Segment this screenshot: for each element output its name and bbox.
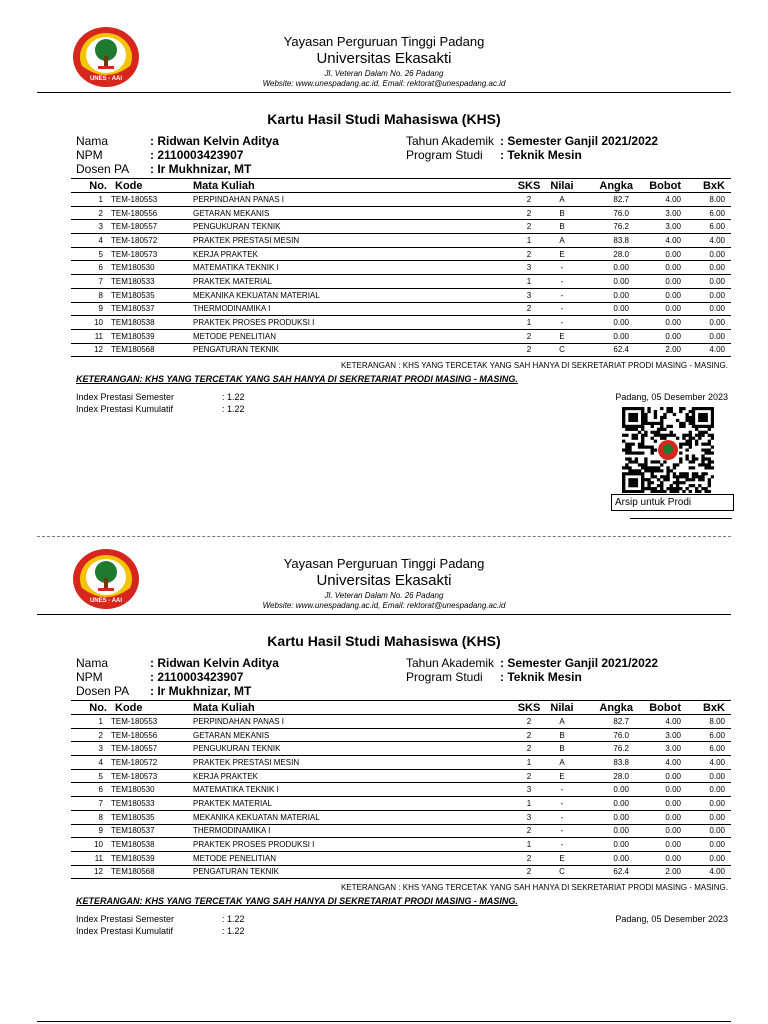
qr-code	[622, 407, 714, 493]
row-no: 12	[71, 865, 109, 879]
row-grade: E	[547, 247, 577, 261]
advisor-value: : Ir Mukhnizar, MT	[150, 684, 252, 698]
row-grade: -	[547, 810, 577, 824]
row-code: TEM180537	[109, 824, 191, 838]
row-code: TEM180535	[109, 288, 191, 302]
row-weight: 0.00	[635, 247, 687, 261]
table-row	[71, 797, 731, 811]
col-grade: Nilai	[547, 701, 577, 715]
row-no: 8	[71, 810, 109, 824]
note-bold: KETERANGAN: KHS YANG TERCETAK YANG SAH HANYA DI SEKRETARIAT PRODI MASING - MASING.	[76, 374, 518, 384]
row-no: 8	[71, 288, 109, 302]
table-row	[71, 316, 731, 330]
advisor-label: Dosen PA	[76, 162, 130, 176]
row-no: 11	[71, 851, 109, 865]
grades-table	[71, 700, 731, 879]
row-score: 83.8	[577, 756, 635, 770]
row-sks: 2	[511, 206, 547, 220]
row-code: TEM-180553	[109, 193, 191, 207]
table-row	[71, 343, 731, 357]
row-course: METODE PENELITIAN	[191, 329, 511, 343]
row-code: TEM-180556	[109, 728, 191, 742]
row-total: 6.00	[687, 206, 731, 220]
advisor-label: Dosen PA	[76, 684, 130, 698]
row-weight: 4.00	[635, 715, 687, 729]
website-email: Website: www.unespadang.ac.id, Email: rektorat@unespadang.ac.id	[262, 601, 506, 610]
row-grade: A	[547, 756, 577, 770]
row-sks: 2	[511, 329, 547, 343]
row-total: 6.00	[687, 728, 731, 742]
row-code: TEM180568	[109, 343, 191, 357]
row-score: 82.7	[577, 715, 635, 729]
table-row	[71, 715, 731, 729]
row-total: 0.00	[687, 838, 731, 852]
address: Jl. Veteran Dalam No. 26 Padang	[324, 69, 444, 78]
row-score: 28.0	[577, 769, 635, 783]
row-sks: 2	[511, 193, 547, 207]
ips-label: Index Prestasi Semester	[76, 914, 175, 924]
ipk-value: : 1.22	[222, 926, 245, 936]
row-score: 76.0	[577, 728, 635, 742]
col-weight: Bobot	[635, 701, 687, 715]
table-row	[71, 329, 731, 343]
year-value: : Semester Ganjil 2021/2022	[500, 656, 659, 670]
row-score: 62.4	[577, 343, 635, 357]
col-total: BxK	[687, 701, 731, 715]
row-sks: 2	[511, 742, 547, 756]
row-weight: 4.00	[635, 193, 687, 207]
archive-label: Arsip untuk Prodi	[611, 494, 734, 511]
row-course: PRAKTEK PROSES PRODUKSI I	[191, 316, 511, 330]
row-score: 76.0	[577, 206, 635, 220]
table-row	[71, 783, 731, 797]
row-total: 4.00	[687, 756, 731, 770]
row-grade: C	[547, 865, 577, 879]
row-score: 76.2	[577, 742, 635, 756]
note-bold: KETERANGAN: KHS YANG TERCETAK YANG SAH HANYA DI SEKRETARIAT PRODI MASING - MASING.	[76, 896, 518, 906]
foundation-name: Yayasan Perguruan Tinggi Padang	[283, 34, 485, 49]
row-sks: 1	[511, 316, 547, 330]
row-no: 3	[71, 742, 109, 756]
row-course: MATEMATIKA TEKNIK I	[191, 261, 511, 275]
foundation-name: Yayasan Perguruan Tinggi Padang	[283, 556, 485, 571]
row-score: 76.2	[577, 220, 635, 234]
row-grade: B	[547, 728, 577, 742]
table-row	[71, 193, 731, 207]
row-grade: A	[547, 234, 577, 248]
row-sks: 3	[511, 783, 547, 797]
row-sks: 1	[511, 838, 547, 852]
row-code: TEM180538	[109, 316, 191, 330]
signature-line	[630, 518, 732, 519]
row-course: THERMODINAMIKA I	[191, 302, 511, 316]
row-course: PRAKTEK MATERIAL	[191, 797, 511, 811]
row-code: TEM180537	[109, 302, 191, 316]
row-course: PENGATURAN TEKNIK	[191, 865, 511, 879]
row-weight: 3.00	[635, 742, 687, 756]
advisor-value: : Ir Mukhnizar, MT	[150, 162, 252, 176]
row-code: TEM180530	[109, 261, 191, 275]
grades-table	[71, 178, 731, 357]
row-course: PERPINDAHAN PANAS I	[191, 715, 511, 729]
row-sks: 2	[511, 343, 547, 357]
row-total: 0.00	[687, 329, 731, 343]
name-value: : Ridwan Kelvin Aditya	[150, 134, 279, 148]
row-course: PENGUKURAN TEKNIK	[191, 742, 511, 756]
col-no: No.	[71, 701, 109, 715]
npm-label: NPM	[76, 148, 103, 162]
row-code: TEM-180572	[109, 756, 191, 770]
row-total: 6.00	[687, 742, 731, 756]
row-sks: 2	[511, 769, 547, 783]
row-total: 0.00	[687, 316, 731, 330]
row-course: GETARAN MEKANIS	[191, 206, 511, 220]
row-code: TEM180533	[109, 797, 191, 811]
row-grade: E	[547, 769, 577, 783]
table-row	[71, 838, 731, 852]
row-course: PRAKTEK PROSES PRODUKSI I	[191, 838, 511, 852]
row-code: TEM180539	[109, 329, 191, 343]
row-course: KERJA PRAKTEK	[191, 769, 511, 783]
row-grade: -	[547, 316, 577, 330]
row-no: 11	[71, 329, 109, 343]
row-no: 4	[71, 234, 109, 248]
table-row	[71, 261, 731, 275]
row-no: 2	[71, 728, 109, 742]
row-sks: 2	[511, 865, 547, 879]
row-code: TEM-180573	[109, 247, 191, 261]
ips-value: : 1.22	[222, 392, 245, 402]
row-weight: 0.00	[635, 824, 687, 838]
name-label: Nama	[76, 134, 109, 148]
row-weight: 0.00	[635, 769, 687, 783]
row-total: 0.00	[687, 275, 731, 289]
ipk-value: : 1.22	[222, 404, 245, 414]
ipk-label: Index Prestasi Kumulatif	[76, 926, 174, 936]
table-row	[71, 769, 731, 783]
row-no: 3	[71, 220, 109, 234]
row-weight: 0.00	[635, 329, 687, 343]
logo-text: UNES - AAI	[89, 598, 123, 604]
row-no: 5	[71, 769, 109, 783]
row-code: TEM180539	[109, 851, 191, 865]
row-score: 0.00	[577, 783, 635, 797]
row-sks: 2	[511, 220, 547, 234]
row-code: TEM-180557	[109, 220, 191, 234]
row-total: 0.00	[687, 810, 731, 824]
row-total: 0.00	[687, 783, 731, 797]
row-grade: A	[547, 715, 577, 729]
row-score: 0.00	[577, 851, 635, 865]
row-grade: A	[547, 193, 577, 207]
row-no: 4	[71, 756, 109, 770]
col-code: Kode	[109, 701, 191, 715]
col-course: Mata Kuliah	[191, 701, 511, 715]
table-row	[71, 824, 731, 838]
row-course: THERMODINAMIKA I	[191, 824, 511, 838]
row-total: 6.00	[687, 220, 731, 234]
row-course: MEKANIKA KEKUATAN MATERIAL	[191, 288, 511, 302]
ips-value: : 1.22	[222, 914, 245, 924]
row-course: PRAKTEK MATERIAL	[191, 275, 511, 289]
col-no: No.	[71, 179, 109, 193]
row-course: PRAKTEK PRESTASI MESIN	[191, 756, 511, 770]
npm-value: : 2110003423907	[150, 670, 244, 684]
table-row	[71, 220, 731, 234]
row-code: TEM180538	[109, 838, 191, 852]
row-score: 82.7	[577, 193, 635, 207]
row-course: PERPINDAHAN PANAS I	[191, 193, 511, 207]
row-sks: 1	[511, 234, 547, 248]
row-sks: 1	[511, 797, 547, 811]
row-score: 0.00	[577, 302, 635, 316]
row-score: 0.00	[577, 838, 635, 852]
row-grade: E	[547, 329, 577, 343]
row-weight: 0.00	[635, 275, 687, 289]
document-title: Kartu Hasil Studi Mahasiswa (KHS)	[267, 633, 501, 649]
row-score: 83.8	[577, 234, 635, 248]
row-no: 10	[71, 838, 109, 852]
col-sks: SKS	[511, 179, 547, 193]
row-score: 0.00	[577, 316, 635, 330]
col-weight: Bobot	[635, 179, 687, 193]
row-total: 8.00	[687, 715, 731, 729]
row-code: TEM-180556	[109, 206, 191, 220]
program-label: Program Studi	[406, 148, 483, 162]
row-no: 12	[71, 343, 109, 357]
row-no: 7	[71, 275, 109, 289]
row-grade: -	[547, 824, 577, 838]
row-score: 0.00	[577, 261, 635, 275]
row-code: TEM180530	[109, 783, 191, 797]
year-value: : Semester Ganjil 2021/2022	[500, 134, 659, 148]
row-code: TEM180533	[109, 275, 191, 289]
header-divider	[37, 614, 731, 615]
table-row	[71, 742, 731, 756]
row-sks: 2	[511, 247, 547, 261]
row-no: 1	[71, 715, 109, 729]
row-weight: 0.00	[635, 316, 687, 330]
row-weight: 3.00	[635, 220, 687, 234]
npm-label: NPM	[76, 670, 103, 684]
row-no: 2	[71, 206, 109, 220]
table-header-row	[71, 701, 731, 715]
col-code: Kode	[109, 179, 191, 193]
row-total: 4.00	[687, 234, 731, 248]
row-code: TEM180568	[109, 865, 191, 879]
row-weight: 3.00	[635, 206, 687, 220]
table-row	[71, 288, 731, 302]
table-row	[71, 275, 731, 289]
row-score: 28.0	[577, 247, 635, 261]
print-date: Padang, 05 Desember 2023	[615, 392, 728, 402]
row-total: 4.00	[687, 865, 731, 879]
row-sks: 1	[511, 275, 547, 289]
table-row	[71, 851, 731, 865]
col-score: Angka	[577, 701, 635, 715]
row-score: 0.00	[577, 797, 635, 811]
row-course: GETARAN MEKANIS	[191, 728, 511, 742]
row-total: 0.00	[687, 302, 731, 316]
university-name: Universitas Ekasakti	[316, 572, 452, 589]
program-value: : Teknik Mesin	[500, 148, 582, 162]
row-score: 0.00	[577, 329, 635, 343]
university-name: Universitas Ekasakti	[316, 50, 452, 67]
row-total: 0.00	[687, 769, 731, 783]
row-sks: 3	[511, 288, 547, 302]
row-weight: 0.00	[635, 302, 687, 316]
row-score: 0.00	[577, 824, 635, 838]
row-code: TEM-180573	[109, 769, 191, 783]
row-weight: 0.00	[635, 261, 687, 275]
row-score: 0.00	[577, 810, 635, 824]
row-grade: E	[547, 851, 577, 865]
row-total: 0.00	[687, 851, 731, 865]
row-weight: 0.00	[635, 783, 687, 797]
row-grade: B	[547, 220, 577, 234]
row-sks: 1	[511, 756, 547, 770]
row-course: MEKANIKA KEKUATAN MATERIAL	[191, 810, 511, 824]
name-label: Nama	[76, 656, 109, 670]
row-course: PENGATURAN TEKNIK	[191, 343, 511, 357]
name-value: : Ridwan Kelvin Aditya	[150, 656, 279, 670]
row-total: 8.00	[687, 193, 731, 207]
table-row	[71, 728, 731, 742]
header-divider	[37, 92, 731, 93]
row-code: TEM-180572	[109, 234, 191, 248]
row-code: TEM180535	[109, 810, 191, 824]
row-total: 0.00	[687, 247, 731, 261]
row-grade: -	[547, 261, 577, 275]
row-sks: 2	[511, 302, 547, 316]
row-code: TEM-180553	[109, 715, 191, 729]
row-weight: 2.00	[635, 865, 687, 879]
ipk-label: Index Prestasi Kumulatif	[76, 404, 174, 414]
row-total: 0.00	[687, 797, 731, 811]
table-row	[71, 206, 731, 220]
row-grade: -	[547, 783, 577, 797]
table-header-row	[71, 179, 731, 193]
logo-text: UNES - AAI	[89, 76, 123, 82]
row-grade: -	[547, 275, 577, 289]
year-label: Tahun Akademik	[406, 656, 495, 670]
row-score: 0.00	[577, 288, 635, 302]
note-small: KETERANGAN : KHS YANG TERCETAK YANG SAH HANYA DI SEKRETARIAT PRODI MASING - MASING.	[340, 883, 728, 892]
row-weight: 4.00	[635, 234, 687, 248]
row-course: PENGUKURAN TEKNIK	[191, 220, 511, 234]
document-title: Kartu Hasil Studi Mahasiswa (KHS)	[267, 111, 501, 127]
row-sks: 2	[511, 715, 547, 729]
row-total: 4.00	[687, 343, 731, 357]
row-weight: 0.00	[635, 838, 687, 852]
program-value: : Teknik Mesin	[500, 670, 582, 684]
row-score: 62.4	[577, 865, 635, 879]
row-course: MATEMATIKA TEKNIK I	[191, 783, 511, 797]
row-total: 0.00	[687, 824, 731, 838]
table-row	[71, 234, 731, 248]
note-small: KETERANGAN : KHS YANG TERCETAK YANG SAH HANYA DI SEKRETARIAT PRODI MASING - MASING.	[340, 361, 728, 370]
row-weight: 4.00	[635, 756, 687, 770]
website-email: Website: www.unespadang.ac.id, Email: rektorat@unespadang.ac.id	[262, 79, 506, 88]
row-no: 6	[71, 261, 109, 275]
row-code: TEM-180557	[109, 742, 191, 756]
bottom-line	[37, 1021, 731, 1022]
col-sks: SKS	[511, 701, 547, 715]
row-no: 9	[71, 824, 109, 838]
table-row	[71, 756, 731, 770]
table-row	[71, 247, 731, 261]
row-sks: 2	[511, 824, 547, 838]
row-no: 9	[71, 302, 109, 316]
row-weight: 0.00	[635, 851, 687, 865]
row-course: PRAKTEK PRESTASI MESIN	[191, 234, 511, 248]
row-no: 1	[71, 193, 109, 207]
col-course: Mata Kuliah	[191, 179, 511, 193]
col-total: BxK	[687, 179, 731, 193]
row-sks: 2	[511, 851, 547, 865]
cut-line	[37, 536, 731, 537]
row-sks: 3	[511, 261, 547, 275]
row-no: 5	[71, 247, 109, 261]
row-grade: -	[547, 797, 577, 811]
row-sks: 2	[511, 728, 547, 742]
row-course: KERJA PRAKTEK	[191, 247, 511, 261]
row-grade: -	[547, 288, 577, 302]
row-no: 10	[71, 316, 109, 330]
row-total: 0.00	[687, 261, 731, 275]
program-label: Program Studi	[406, 670, 483, 684]
row-grade: B	[547, 206, 577, 220]
col-score: Angka	[577, 179, 635, 193]
row-weight: 0.00	[635, 797, 687, 811]
table-row	[71, 865, 731, 879]
row-weight: 0.00	[635, 810, 687, 824]
ips-label: Index Prestasi Semester	[76, 392, 175, 402]
row-weight: 0.00	[635, 288, 687, 302]
col-grade: Nilai	[547, 179, 577, 193]
table-row	[71, 302, 731, 316]
row-no: 7	[71, 797, 109, 811]
npm-value: : 2110003423907	[150, 148, 244, 162]
row-grade: B	[547, 742, 577, 756]
table-row	[71, 810, 731, 824]
print-date: Padang, 05 Desember 2023	[615, 914, 728, 924]
row-course: METODE PENELITIAN	[191, 851, 511, 865]
row-weight: 2.00	[635, 343, 687, 357]
row-score: 0.00	[577, 275, 635, 289]
row-no: 6	[71, 783, 109, 797]
row-total: 0.00	[687, 288, 731, 302]
row-weight: 3.00	[635, 728, 687, 742]
row-sks: 3	[511, 810, 547, 824]
row-grade: C	[547, 343, 577, 357]
address: Jl. Veteran Dalam No. 26 Padang	[324, 591, 444, 600]
row-grade: -	[547, 302, 577, 316]
year-label: Tahun Akademik	[406, 134, 495, 148]
row-grade: -	[547, 838, 577, 852]
